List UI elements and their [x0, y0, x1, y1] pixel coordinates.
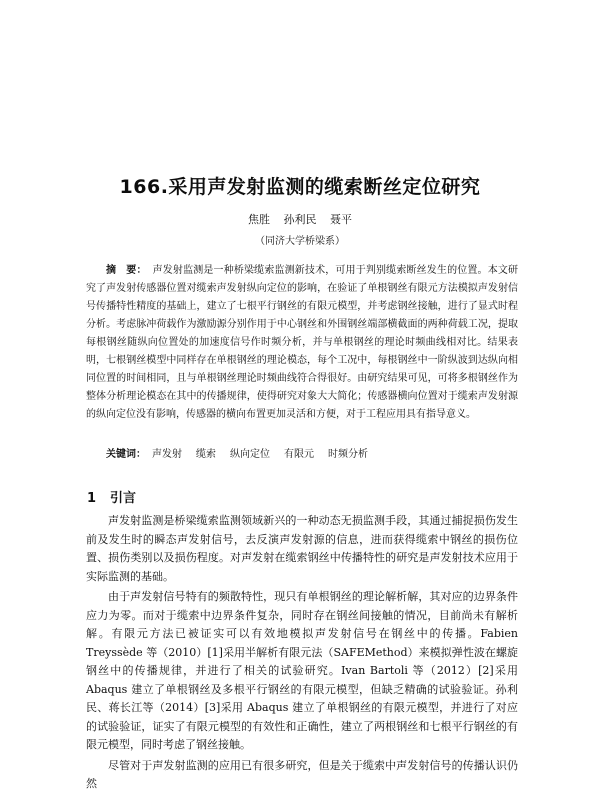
abstract-label: 摘 要： [106, 265, 147, 276]
keyword: 时频分析 [328, 449, 368, 460]
paper-title: 166.采用声发射监测的缆索断丝定位研究 [119, 176, 481, 198]
section-number: 1 [87, 491, 97, 506]
keyword: 有限元 [284, 449, 314, 460]
author-name: 孙利民 [283, 213, 317, 226]
author-list [0, 211, 600, 227]
keyword: 纵向定位 [230, 449, 270, 460]
keywords [86, 445, 518, 460]
body-paragraph: 由于声发射信号特有的频散特性，现只有单根钢丝的理论解析解，其对应的边界条件应力为零。而对于缆索中边界条件复杂，同时存在钢丝间接触的情况，目前尚未有解析解。有限元方法已被证实可以有效地模拟声发射信号在钢丝中的传播。Fabien Treyssède 等（2010）[1]采用半解析有限元法（SAFEMethod）来模拟弹性波在螺旋钢丝中的传播规律，并进行了相关的试验研究。Ivan Bartoli 等（2012）[2]采用 Abaqus 建立了单根钢丝及多根平行钢丝的有限元模型，但缺乏精确的试验验证。孙利民、蒋长江等（2014）[3]采用 Abaqus 建立了单根钢丝的有限元模型，并进行了对应的试验验证，证实了有限元模型的有效性和正确性，建立了两根钢丝和七根平行钢丝的有限元模型，同时考虑了钢丝接触。 [86, 590, 518, 751]
body-paragraph: 声发射监测是桥梁缆索监测领域新兴的一种动态无损监测手段，其通过捕捉损伤发生前及发生时的瞬态声发射信号，去反演声发射源的信息，进而获得缆索中钢丝的损伤位置、损伤类别以及损伤程度。对声发射在缆索钢丝中传播特性的研究是声发射技术应用于实际监测的基础。 [86, 514, 518, 583]
author-name: 焦胜 [248, 213, 270, 226]
body-paragraph: 尽管对于声发射监测的应用已有很多研究，但是关于缆索中声发射信号的传播认识仍然 [86, 758, 518, 790]
keywords-label: 关键词： [106, 449, 146, 460]
abstract-text: 声发射监测是一种桥梁缆索监测新技术，可用于判别缆索断丝发生的位置。本文研究了声发射传感器位置对缆索声发射纵向定位的影响，在验证了单根钢丝有限元方法模拟声发射信号传播特性精度的基础上，建立了七根平行钢丝的有限元模型，并考虑钢丝接触，进行了显式时程分析。考虑脉冲荷载作为激励源分别作用于中心钢丝和外围钢丝端部横截面的两种荷载工况，提取每根钢丝随纵向位置处的加速度信号作时频分析，并与单根钢丝的理论时频曲线相对比。结果表明，七根钢丝模型中同样存在单根钢丝的理论模态，每个工况中，每根钢丝中一阶纵波到达纵向相同位置的时间相同，且与单根钢丝理论时频曲线符合得很好。由研究结果可见，可将多根钢丝作为整体分析理论模态在其中的传播规律，使得研究对象大大简化；传感器横向位置对于缆索声发射源的纵向定位没有影响，传感器的横向布置更加灵活和方便，对于工程应用具有指导意义。 [86, 265, 519, 420]
abstract [86, 262, 518, 424]
keyword: 声发射 [152, 449, 182, 460]
keyword: 缆索 [196, 449, 216, 460]
section-heading [87, 487, 136, 506]
affiliation: （同济大学桥梁系） [255, 236, 345, 247]
section-title: 引言 [110, 491, 137, 506]
body-text [86, 512, 518, 796]
author-name: 聂平 [330, 213, 352, 226]
